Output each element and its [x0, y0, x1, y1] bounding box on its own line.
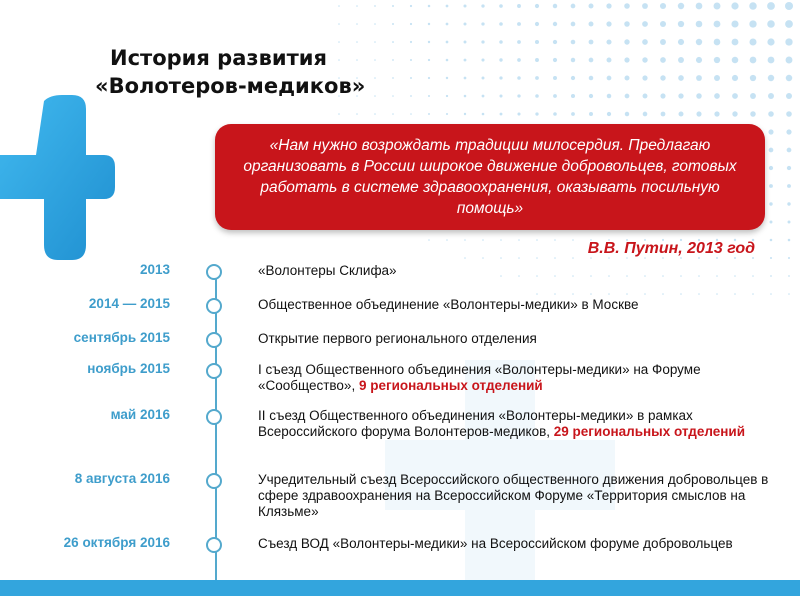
timeline-dot [206, 264, 222, 280]
timeline-date: сентябрь 2015 [73, 330, 170, 345]
timeline-date: 26 октября 2016 [63, 535, 170, 550]
timeline-highlight: 29 региональных отделений [553, 424, 746, 439]
timeline-highlight: 9 региональных отделений [358, 378, 543, 393]
timeline-text: Съезд ВОД «Волонтеры-медики» на Всероссийском форуме добровольцев [258, 536, 733, 551]
timeline-date: 2014 — 2015 [88, 296, 170, 311]
timeline-text: «Волонтеры Склифа» [258, 263, 397, 278]
timeline-text: Открытие первого регионального отделения [258, 331, 537, 346]
medical-cross-icon [0, 95, 115, 260]
timeline-date: 2013 [139, 262, 170, 277]
page-title [95, 44, 365, 100]
title-line-2: «Волотеров-медиков» [95, 74, 366, 98]
bottom-bar [0, 580, 800, 596]
timeline-dot [206, 537, 222, 553]
timeline-date: 8 августа 2016 [74, 471, 170, 486]
timeline-dot [206, 332, 222, 348]
quote-box [215, 124, 765, 230]
timeline-dot [206, 473, 222, 489]
quote-text: «Нам нужно возрождать традиции милосердия. Предлагаю организовать в России широкое движение добровольцев, готовых работать в системе здравоохранения, оказывать посильную помощь» [243, 137, 737, 217]
timeline-date: май 2016 [110, 407, 170, 422]
timeline-dot [206, 298, 222, 314]
timeline-text: Учредительный съезд Всероссийского общественного движения добровольцев в сфере здравоохранения на Всероссийском Форуме «Территория смыслов на Клязьме» [258, 472, 769, 519]
timeline-dot [206, 363, 222, 379]
timeline-text: Общественное объединение «Волонтеры-медики» в Москве [258, 297, 639, 312]
title-line-1: История развития [110, 46, 327, 70]
quote-author: В.В. Путин, 2013 год [587, 240, 755, 257]
timeline-text: II съезд Общественного объединения «Волонтеры-медики» в рамках Всероссийского форума Волонтеров-медиков, 29 региональных отделений [258, 408, 746, 439]
timeline-dot [206, 409, 222, 425]
timeline-text: I съезд Общественного объединения «Волонтеры-медики» на Форуме «Сообщество», 9 региональных отделений [258, 362, 701, 393]
timeline-date: ноябрь 2015 [87, 361, 170, 376]
